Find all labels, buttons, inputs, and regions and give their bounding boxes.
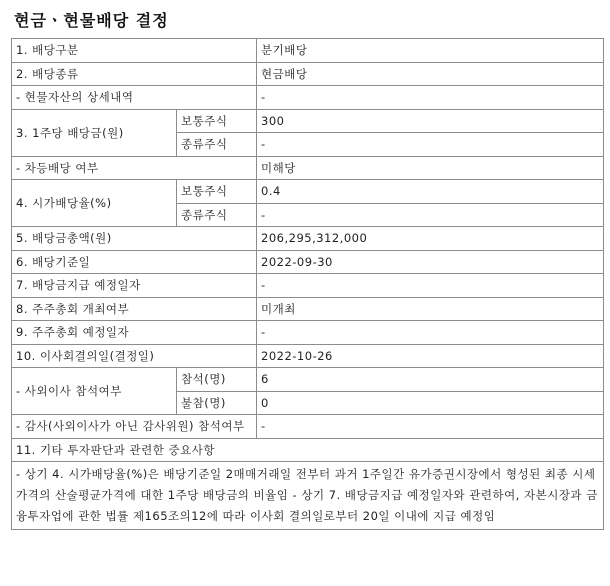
table-row bbox=[12, 274, 604, 298]
table-row bbox=[12, 297, 604, 321]
row-label: 5. 배당금총액(원) bbox=[12, 227, 257, 251]
row-value: - bbox=[257, 321, 604, 345]
row-label: - 현물자산의 상세내역 bbox=[12, 86, 257, 110]
row-label: - 감사(사외이사가 아닌 감사위원) 참석여부 bbox=[12, 415, 257, 439]
row-value: 미해당 bbox=[257, 156, 604, 180]
table-row bbox=[12, 250, 604, 274]
row-value: 0.4 bbox=[257, 180, 604, 204]
row-value: 2022-10-26 bbox=[257, 344, 604, 368]
row-value: 300 bbox=[257, 109, 604, 133]
row-label: 4. 시가배당율(%) bbox=[12, 180, 177, 227]
row-value: - bbox=[257, 203, 604, 227]
table-row bbox=[12, 462, 604, 530]
table-row bbox=[12, 344, 604, 368]
row-value: - bbox=[257, 274, 604, 298]
row-sublabel: 불참(명) bbox=[177, 391, 257, 415]
row-label: 6. 배당기준일 bbox=[12, 250, 257, 274]
row-value: 6 bbox=[257, 368, 604, 392]
table-row bbox=[12, 156, 604, 180]
row-value: 206,295,312,000 bbox=[257, 227, 604, 251]
row-label: 10. 이사회결의일(결정일) bbox=[12, 344, 257, 368]
row-sublabel: 참석(명) bbox=[177, 368, 257, 392]
row-label: 1. 배당구분 bbox=[12, 39, 257, 63]
row-label: - 사외이사 참석여부 bbox=[12, 368, 177, 415]
table-row bbox=[12, 415, 604, 439]
row-label: 8. 주주총회 개최여부 bbox=[12, 297, 257, 321]
table-row bbox=[12, 368, 604, 392]
row-label: 3. 1주당 배당금(원) bbox=[12, 109, 177, 156]
row-label: 9. 주주총회 예정일자 bbox=[12, 321, 257, 345]
table-row bbox=[12, 227, 604, 251]
row-value: 분기배당 bbox=[257, 39, 604, 63]
row-value: 0 bbox=[257, 391, 604, 415]
row-sublabel: 종류주식 bbox=[177, 133, 257, 157]
table-row bbox=[12, 438, 604, 462]
table-row bbox=[12, 321, 604, 345]
row-label: - 차등배당 여부 bbox=[12, 156, 257, 180]
row-value: - bbox=[257, 86, 604, 110]
row-value: 2022-09-30 bbox=[257, 250, 604, 274]
row-sublabel: 보통주식 bbox=[177, 180, 257, 204]
table-row bbox=[12, 86, 604, 110]
table-row bbox=[12, 109, 604, 133]
row-sublabel: 보통주식 bbox=[177, 109, 257, 133]
row-value: 현금배당 bbox=[257, 62, 604, 86]
page-title: 현금ㆍ현물배당 결정 bbox=[14, 11, 169, 30]
row-label: 7. 배당금지급 예정일자 bbox=[12, 274, 257, 298]
row-value: 미개최 bbox=[257, 297, 604, 321]
row-label: 2. 배당종류 bbox=[12, 62, 257, 86]
notes-text: - 상기 4. 시가배당율(%)은 배당기준일 2매매거래일 전부터 과거 1주일간 유가증권시장에서 형성된 최종 시세가격의 산술평균가격에 대한 1주당 배당금의 비율임 - 상기 7. 배당금지급 예정일자와 관련하여, 자본시장과 금융투자업에 관한 법률 제165조의12에 따라 이사회 결의일로부터 20일 이내에 지급 예정임 bbox=[12, 462, 604, 530]
table-row bbox=[12, 180, 604, 204]
row-value: - bbox=[257, 133, 604, 157]
table-row bbox=[12, 62, 604, 86]
row-sublabel: 종류주식 bbox=[177, 203, 257, 227]
dividend-disclosure-table bbox=[11, 38, 604, 530]
row-value: - bbox=[257, 415, 604, 439]
table-row bbox=[12, 39, 604, 63]
section-heading: 11. 기타 투자판단과 관련한 중요사항 bbox=[12, 438, 604, 462]
